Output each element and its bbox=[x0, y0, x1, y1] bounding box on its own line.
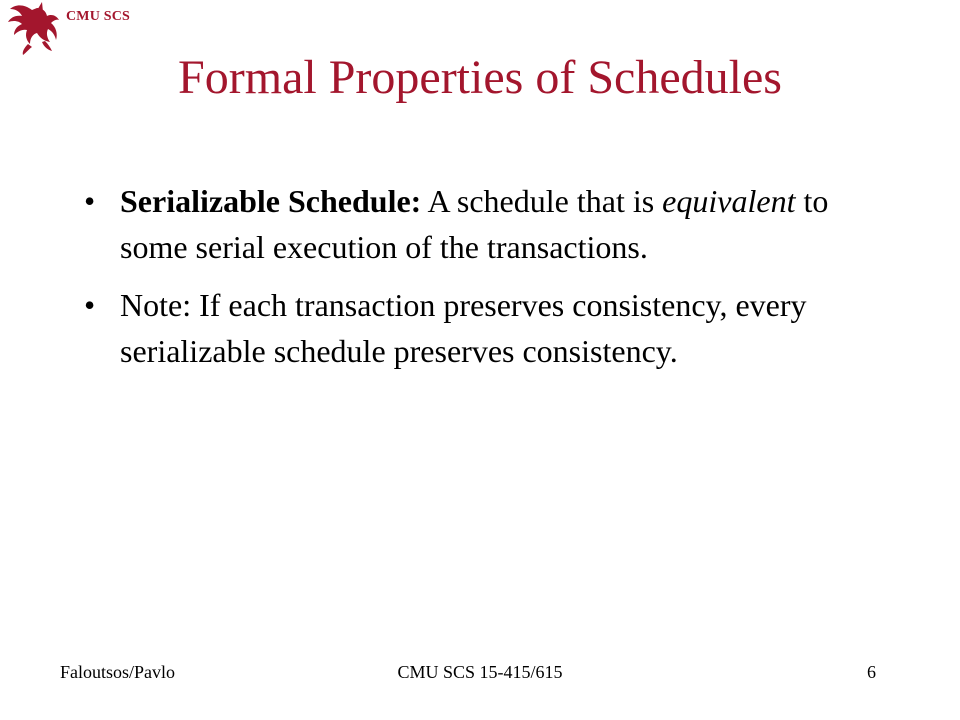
bullet-serializable bbox=[80, 178, 880, 270]
slide-title: Formal Properties of Schedules bbox=[178, 51, 782, 104]
bullet-note bbox=[80, 282, 880, 374]
bullet-dot: • bbox=[84, 183, 96, 219]
org-tag: CMU SCS bbox=[66, 9, 131, 24]
footer-authors: Faloutsos/Pavlo bbox=[60, 662, 176, 682]
bullet-text: to some serial execution of the transactions. bbox=[120, 183, 829, 265]
bullet-term: Serializable Schedule: bbox=[120, 183, 422, 219]
footer-page-number: 6 bbox=[867, 662, 876, 682]
bullet-text: Note: If each transaction preserves consistency, every serializable schedule preserves consistency. bbox=[120, 287, 807, 369]
footer-course: CMU SCS 15-415/615 bbox=[397, 662, 563, 682]
bullet-list bbox=[80, 178, 880, 386]
bullet-emphasis: equivalent bbox=[662, 183, 796, 219]
bullet-dot: • bbox=[84, 287, 96, 323]
bullet-text: A schedule that is bbox=[421, 183, 663, 219]
